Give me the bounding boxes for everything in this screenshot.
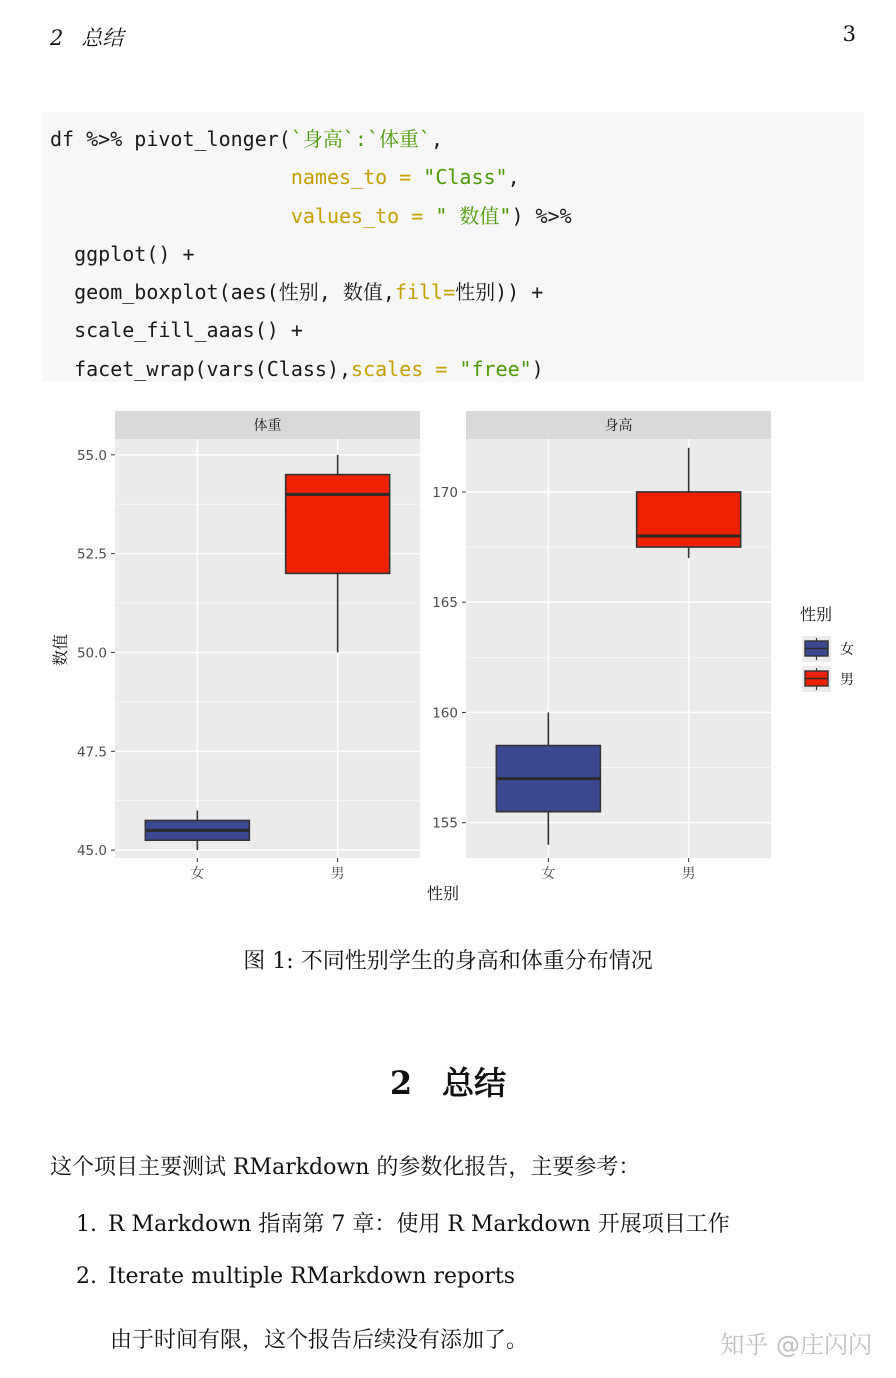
legend-label: 女	[840, 642, 854, 658]
y-tick-label: 47.5	[76, 744, 107, 761]
code-line-3: values_to = " 数值") %>%	[290, 203, 572, 228]
figure-caption: 图 1: 不同性别学生的身高和体重分布情况	[243, 949, 653, 974]
x-tick-label: 女	[541, 866, 556, 882]
list-item-text: R Markdown 指南第 7 章：使用 R Markdown 开展项目工作	[108, 1212, 730, 1237]
box	[637, 492, 741, 547]
page-number: 3	[842, 22, 856, 46]
code-line-4: ggplot() +	[50, 241, 195, 266]
y-tick-label: 170	[432, 484, 458, 501]
boxplot-figure	[0, 400, 896, 910]
y-tick-label: 52.5	[76, 546, 107, 563]
legend-label: 男	[840, 672, 854, 688]
code-line-6: scale_fill_aaas() +	[50, 318, 303, 343]
y-tick-label: 155	[432, 815, 458, 832]
header-section-number: 2	[50, 26, 64, 50]
list-item	[76, 1207, 730, 1238]
list-item	[76, 1264, 515, 1289]
list-item-text: Iterate multiple RMarkdown reports	[108, 1264, 515, 1289]
code-text	[50, 120, 572, 388]
watermark: 知乎 @庄闪闪	[720, 1331, 872, 1359]
y-tick-label: 50.0	[76, 645, 107, 662]
running-header	[50, 22, 123, 52]
box	[286, 475, 390, 574]
x-tick-label: 女	[190, 866, 205, 882]
x-tick-label: 男	[681, 866, 696, 882]
y-tick-label: 160	[432, 705, 458, 722]
code-line-1: df %>% pivot_longer(`身高`:`体重`,	[50, 127, 444, 151]
code-line-2: names_to = "Class",	[290, 165, 520, 190]
section-title: 总结	[442, 1064, 507, 1102]
y-tick-label: 165	[432, 595, 458, 612]
header-section-title: 总结	[81, 26, 124, 50]
code-line-5: geom_boxplot(aes(性别, 数值,fill=性别)) +	[50, 280, 544, 305]
y-tick-label: 45.0	[76, 843, 107, 860]
x-axis-title: 性别	[426, 884, 460, 903]
x-tick-label: 男	[330, 866, 345, 882]
section-heading	[0, 1058, 896, 1104]
section-number: 2	[389, 1064, 413, 1102]
code-block	[42, 112, 864, 382]
facet-title: 身高	[604, 418, 633, 434]
list-item-number: 1.	[76, 1212, 97, 1237]
list-item-number: 2.	[76, 1264, 97, 1289]
closing-paragraph: 由于时间有限，这个报告后续没有添加了。	[110, 1328, 529, 1353]
legend-title: 性别	[800, 605, 833, 624]
y-axis-title: 数值	[51, 633, 70, 667]
facet-title: 体重	[253, 418, 282, 434]
code-line-7: facet_wrap(vars(Class),scales = "free")	[50, 356, 544, 381]
y-tick-label: 55.0	[76, 447, 107, 464]
intro-paragraph: 这个项目主要测试 RMarkdown 的参数化报告，主要参考：	[50, 1155, 641, 1180]
